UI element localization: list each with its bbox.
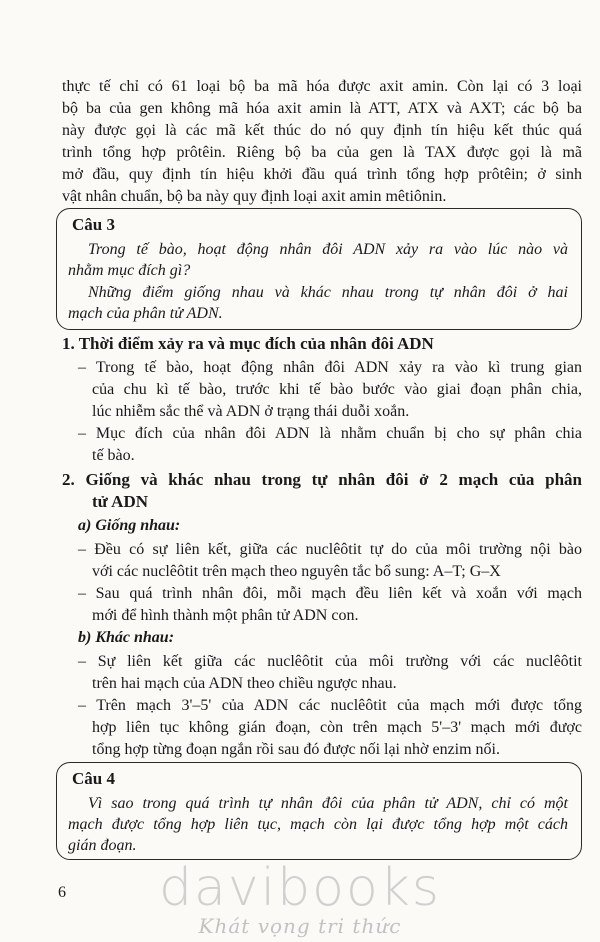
watermark-logo: davibooks — [159, 858, 441, 918]
question-4-line: Vì sao trong quá trình tự nhân đôi của phân tử ADN, chỉ có một — [88, 795, 568, 812]
similarities-line: với các nuclêôtit trên mạch theo nguyên tắc bổ sung: A–T; G–X — [92, 563, 501, 580]
similarities-line: mới để hình thành một phân tử ADN con. — [92, 607, 359, 624]
intro-line: bộ ba của gen không mã hóa axit amin là ATT, ATX và AXT; các bộ ba — [62, 100, 582, 117]
intro-line: vật nhân chuẩn, bộ ba này quy định loại axit amin mêtiônin. — [62, 188, 447, 205]
question-3-line: Trong tế bào, hoạt động nhân đôi ADN xảy ra vào lúc nào và — [88, 241, 568, 258]
intro-line: thực tế chỉ có 61 loại bộ ba mã hóa được axit amin. Còn lại có 3 loại — [62, 78, 582, 95]
question-4-title: Câu 4 — [72, 769, 115, 788]
section-1-line: – Mục đích của nhân đôi ADN là nhằm chuẩn bị cho sự phân chia — [78, 425, 582, 442]
question-3-line: mạch của phân tử ADN. — [68, 305, 223, 322]
differences-line: – Trên mạch 3'–5' của ADN các nuclêôtit của mạch mới được tổng — [78, 697, 582, 714]
differences-line: hợp liên tục không gián đoạn, còn trên mạch 5'–3' mạch mới được — [92, 719, 582, 736]
similarities-line: – Đều có sự liên kết, giữa các nuclêôtit tự do của môi trường nội bào — [78, 541, 582, 558]
question-4-line: gián đoạn. — [68, 837, 137, 854]
differences-line: tổng hợp từng đoạn ngắn rồi sau đó được nối lại nhờ enzim nối. — [92, 741, 500, 758]
intro-line: mở đầu, quy định tín hiệu khởi đầu quá trình tổng hợp prôtêin; ở sinh — [62, 166, 582, 183]
question-3-line: nhằm mục đích gì? — [68, 262, 191, 279]
section-1-line: tế bào. — [92, 447, 135, 464]
page-number: 6 — [58, 884, 66, 901]
similarities-line: – Sau quá trình nhân đôi, mỗi mạch đều liên kết và xoắn với mạch — [78, 585, 582, 602]
section-2-heading-cont: tử ADN — [92, 492, 149, 511]
section-2-heading: 2. Giống và khác nhau trong tự nhân đôi ở 2 mạch của phân — [62, 470, 582, 489]
subheading-differences: b) Khác nhau: — [78, 629, 175, 646]
subheading-similarities: a) Giống nhau: — [78, 517, 181, 534]
section-1-heading: 1. Thời điểm xảy ra và mục đích của nhân đôi ADN — [62, 334, 434, 353]
section-1-line: lúc nhiễm sắc thể và ADN ở trạng thái duỗi xoắn. — [92, 403, 410, 420]
intro-line: trình tổng hợp prôtêin. Riêng bộ ba của gen là TAX được gọi là mã — [62, 144, 582, 161]
differences-line: trên hai mạch của ADN theo chiều ngược nhau. — [92, 675, 397, 692]
watermark-slogan: Khát vọng tri thức — [198, 914, 402, 938]
section-1-line: của chu kì tế bào, trước khi tế bào bước vào giai đoạn phân chia, — [92, 381, 582, 398]
question-3-title: Câu 3 — [72, 215, 115, 234]
section-1-line: – Trong tế bào, hoạt động nhân đôi ADN xảy ra vào kì trung gian — [78, 359, 582, 376]
question-3-line: Những điểm giống nhau và khác nhau trong tự nhân đôi ở hai — [88, 284, 568, 301]
intro-line: này được gọi là các mã kết thúc do nó quy định tín hiệu kết thúc quá — [62, 122, 582, 139]
question-4-line: mạch được tổng hợp liên tục, mạch còn lại được tổng hợp một cách — [68, 816, 568, 833]
differences-line: – Sự liên kết giữa các nuclêôtit của môi trường với các nuclêôtit — [78, 653, 582, 670]
